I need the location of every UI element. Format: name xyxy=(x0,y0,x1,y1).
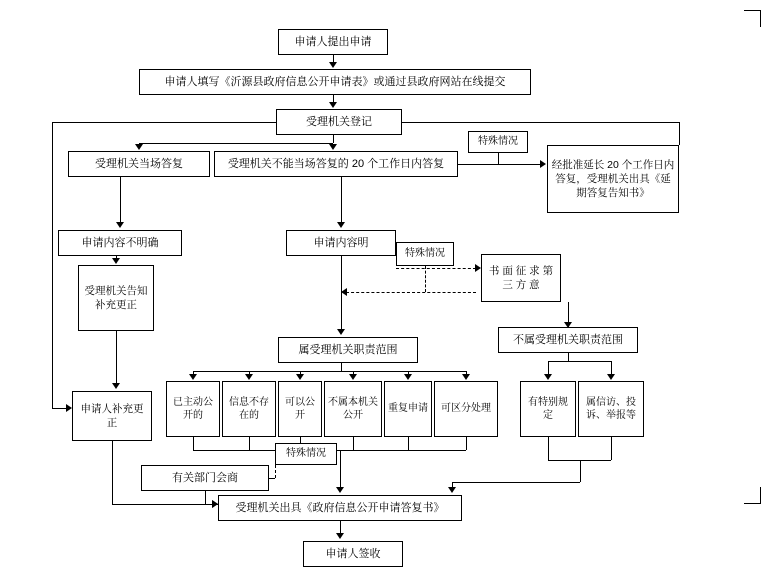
node-applicant-supplement: 申请人补充更正 xyxy=(72,391,152,441)
outdrop1 xyxy=(548,437,549,460)
node-outside-scope: 不属受理机关职责范围 xyxy=(498,327,638,353)
connector-n15-down xyxy=(568,353,569,361)
connector-n5-n7 xyxy=(458,164,540,165)
arrowhead-thirdparty-back xyxy=(341,288,347,296)
node-extension-notice: 经批准延长 20 个工作日内答复，受理机关出具《延期答复告知书》 xyxy=(547,145,679,213)
connector-n9-thirdparty-upper xyxy=(396,268,476,269)
arrowhead-leaf4 xyxy=(349,374,357,380)
arrowhead-n8-n12 xyxy=(112,258,120,264)
node-clear-content: 申请内容明 xyxy=(286,230,396,256)
leafdrop4 xyxy=(353,437,354,450)
node-special-rules: 有特别规定 xyxy=(520,381,576,437)
arrowhead-leaf8 xyxy=(607,374,615,380)
bus-split-reply xyxy=(139,143,333,144)
node-special-case-1: 特殊情况 xyxy=(468,131,528,153)
connector-n5-n9 xyxy=(341,177,342,222)
arrowhead-leaf7 xyxy=(544,374,552,380)
arrowhead-reply-receipt xyxy=(336,533,344,539)
node-within-scope: 属受理机关职责范围 xyxy=(278,337,418,363)
leafdrop1 xyxy=(193,437,194,450)
connector-thirdparty-back xyxy=(346,292,476,293)
arrowhead-n2-n3 xyxy=(329,102,337,108)
arrowhead-n4-n8 xyxy=(116,222,124,228)
connector-special3-down xyxy=(275,465,276,478)
outdrop2 xyxy=(611,437,612,460)
leafdrop6 xyxy=(466,437,467,450)
arrowhead-n5-n7 xyxy=(540,160,546,168)
node-department-consult: 有关部门会商 xyxy=(141,465,269,491)
arrowhead-outside-reply xyxy=(448,487,456,493)
node-applicant-submit: 申请人提出申请 xyxy=(278,29,388,55)
arrowhead-bus-reply xyxy=(336,487,344,493)
page-corner-top-right xyxy=(744,10,761,27)
arrowhead-n9-n14 xyxy=(337,329,345,335)
arrowhead-n1-n2 xyxy=(329,62,337,68)
arrowhead-leaf2 xyxy=(245,374,253,380)
node-petition-complaint: 属信访、投诉、举报等 xyxy=(578,381,644,437)
node-20day-reply: 受理机关不能当场答复的 20 个工作日内答复 xyxy=(214,151,458,177)
leafdrop5 xyxy=(408,437,409,450)
node-registration: 受理机关登记 xyxy=(276,109,402,135)
connector-special1 xyxy=(498,153,499,164)
connector-n7-leftdown xyxy=(52,122,53,408)
connector-bus-reply xyxy=(340,450,341,487)
arrowhead-leaf1 xyxy=(189,374,197,380)
connector-n4-n8 xyxy=(120,177,121,222)
connector-n3-bus xyxy=(333,135,334,143)
arrowhead-leaf3 xyxy=(296,374,304,380)
connector-supp-reply xyxy=(112,504,218,505)
node-fill-form: 申请人填写《沂源县政府信息公开申请表》或通过县政府网站在线提交 xyxy=(139,69,531,95)
node-repeat-application: 重复申请 xyxy=(384,381,432,437)
node-not-exist: 信息不存在的 xyxy=(222,381,276,437)
arrowhead-leaf6 xyxy=(462,374,470,380)
node-not-this-agency: 不属本机关公开 xyxy=(324,381,382,437)
connector-reply-receipt xyxy=(340,521,341,533)
connector-outside-reply-v xyxy=(580,460,581,482)
node-reply-document: 受理机关出具《政府信息公开申请答复书》 xyxy=(218,495,462,521)
arrowhead-bus-n5 xyxy=(329,144,337,150)
arrowhead-n12-n13 xyxy=(112,383,120,389)
node-already-public: 已主动公开的 xyxy=(166,381,220,437)
bus-outside-leaves xyxy=(548,361,611,362)
connector-n12-n13 xyxy=(116,331,117,383)
connector-leaf8 xyxy=(611,361,612,374)
node-third-party-opinion: 书 面 征 求 第 三 方 意 xyxy=(481,254,561,302)
connector-consult-link xyxy=(269,478,275,479)
connector-n14-down xyxy=(341,363,342,371)
connector-leaf7 xyxy=(548,361,549,374)
node-onsite-reply: 受理机关当场答复 xyxy=(68,151,210,177)
node-notify-supplement: 受理机关告知补充更正 xyxy=(78,265,154,331)
arrowhead-leaf5 xyxy=(404,374,412,380)
connector-special2-down xyxy=(425,266,426,292)
leafdrop2 xyxy=(249,437,250,450)
connector-n7-intoSupp xyxy=(52,408,66,409)
arrowhead-bus-n4 xyxy=(135,144,143,150)
node-unclear-content: 申请内容不明确 xyxy=(58,230,182,256)
node-can-disclose: 可以公开 xyxy=(278,381,322,437)
page-corner-bottom-right xyxy=(744,487,761,504)
connector-outside-reply-h xyxy=(452,482,580,483)
connector-n7-up xyxy=(679,122,680,145)
connector-consult-down xyxy=(205,491,206,504)
node-special-case-2: 特殊情况 xyxy=(396,242,454,266)
node-separable-handling: 可区分处理 xyxy=(434,381,498,437)
bus-leaves xyxy=(193,371,466,372)
arrowhead-n5-n9 xyxy=(337,222,345,228)
node-special-case-3: 特殊情况 xyxy=(275,443,337,465)
node-applicant-receipt: 申请人签收 xyxy=(303,541,403,567)
connector-supp-down xyxy=(112,441,113,504)
